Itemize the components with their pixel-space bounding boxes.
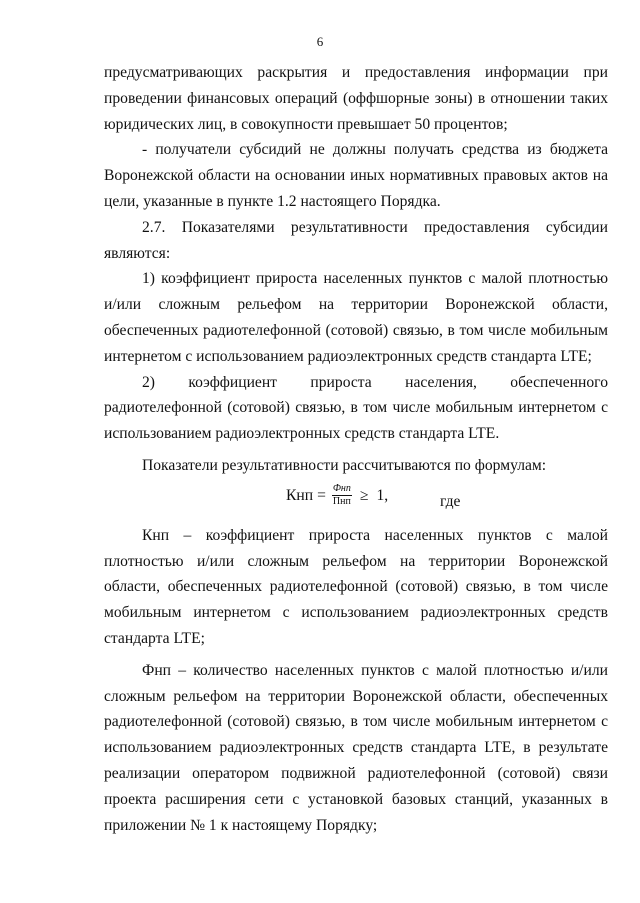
- paragraph-offshore: предусматривающих раскрытия и предоставления информации при проведении финансовых операций (оффшорные зоны) в отношении таких юридических лиц, в совокупности превышает 50 процентов;: [104, 64, 608, 133]
- formula-lhs: Кнп: [286, 486, 314, 504]
- definition-term: Фнп: [142, 661, 172, 679]
- formula-denominator: Пнп: [332, 496, 351, 508]
- paragraph-indicator-1: 1) коэффициент прироста населенных пунктов с малой плотностью и/или сложным рельефом на территории Воронежской области, обеспеченных радиотелефонной (сотовой) связью, в том числе мобильным интернетом с использованием радиоэлектронных средств стандарта LTE;: [104, 270, 608, 365]
- paragraph-formulas-intro: Показатели результативности рассчитываются по формулам:: [142, 456, 547, 474]
- formula-fraction: [332, 483, 352, 508]
- formula-rhs: 1,: [376, 486, 389, 504]
- formula-block: [104, 481, 608, 517]
- definition-text: – количество населенных пунктов с малой плотностью и/или сложным рельефом на территории Воронежской области, обеспеченных радиотелефонной (сотовой) связью, в том числе мобильным интернетом с использованием радиоэлектронных средств стандарта LTE, в результате реализации оператором подвижной радиотелефонной (сотовой) связи проекта расширения сети с установкой базовых станций, указанных в приложении № 1 к настоящему Порядку;: [104, 661, 608, 834]
- definition-fnp: [104, 658, 608, 839]
- paragraph-indicator-2: 2) коэффициент прироста населения, обеспеченного радиотелефонной (сотовой) связью, в том числе мобильным интернетом с использованием радиоэлектронных средств стандарта LTE.: [104, 373, 608, 443]
- page-number: 6: [316, 34, 324, 49]
- formula-equals: =: [317, 486, 326, 504]
- formula-numerator: Фнп: [332, 483, 351, 495]
- definition-text: – коэффициент прироста населенных пунктов с малой плотностью и/или сложным рельефом на территории Воронежской области, обеспеченных радиотелефонной (сотовой) связью, в том числе мобильным интернетом с использованием радиоэлектронных средств стандарта LTE;: [104, 526, 608, 647]
- paragraph-subsidy-recipients: - получатели субсидий не должны получать средства из бюджета Воронежской области на основании иных нормативных правовых актов на цели, указанные в пункте 1.2 настоящего Порядка.: [104, 141, 608, 210]
- definition-term: Кнп: [142, 526, 170, 544]
- formula-where: где: [440, 492, 461, 510]
- paragraph-indicators-heading: 2.7. Показателями результативности предоставления субсидии являются:: [104, 218, 608, 262]
- document-body: [104, 60, 608, 838]
- definition-knp: [104, 523, 608, 652]
- formula-relation: ≥: [359, 486, 369, 504]
- formula: [286, 483, 388, 509]
